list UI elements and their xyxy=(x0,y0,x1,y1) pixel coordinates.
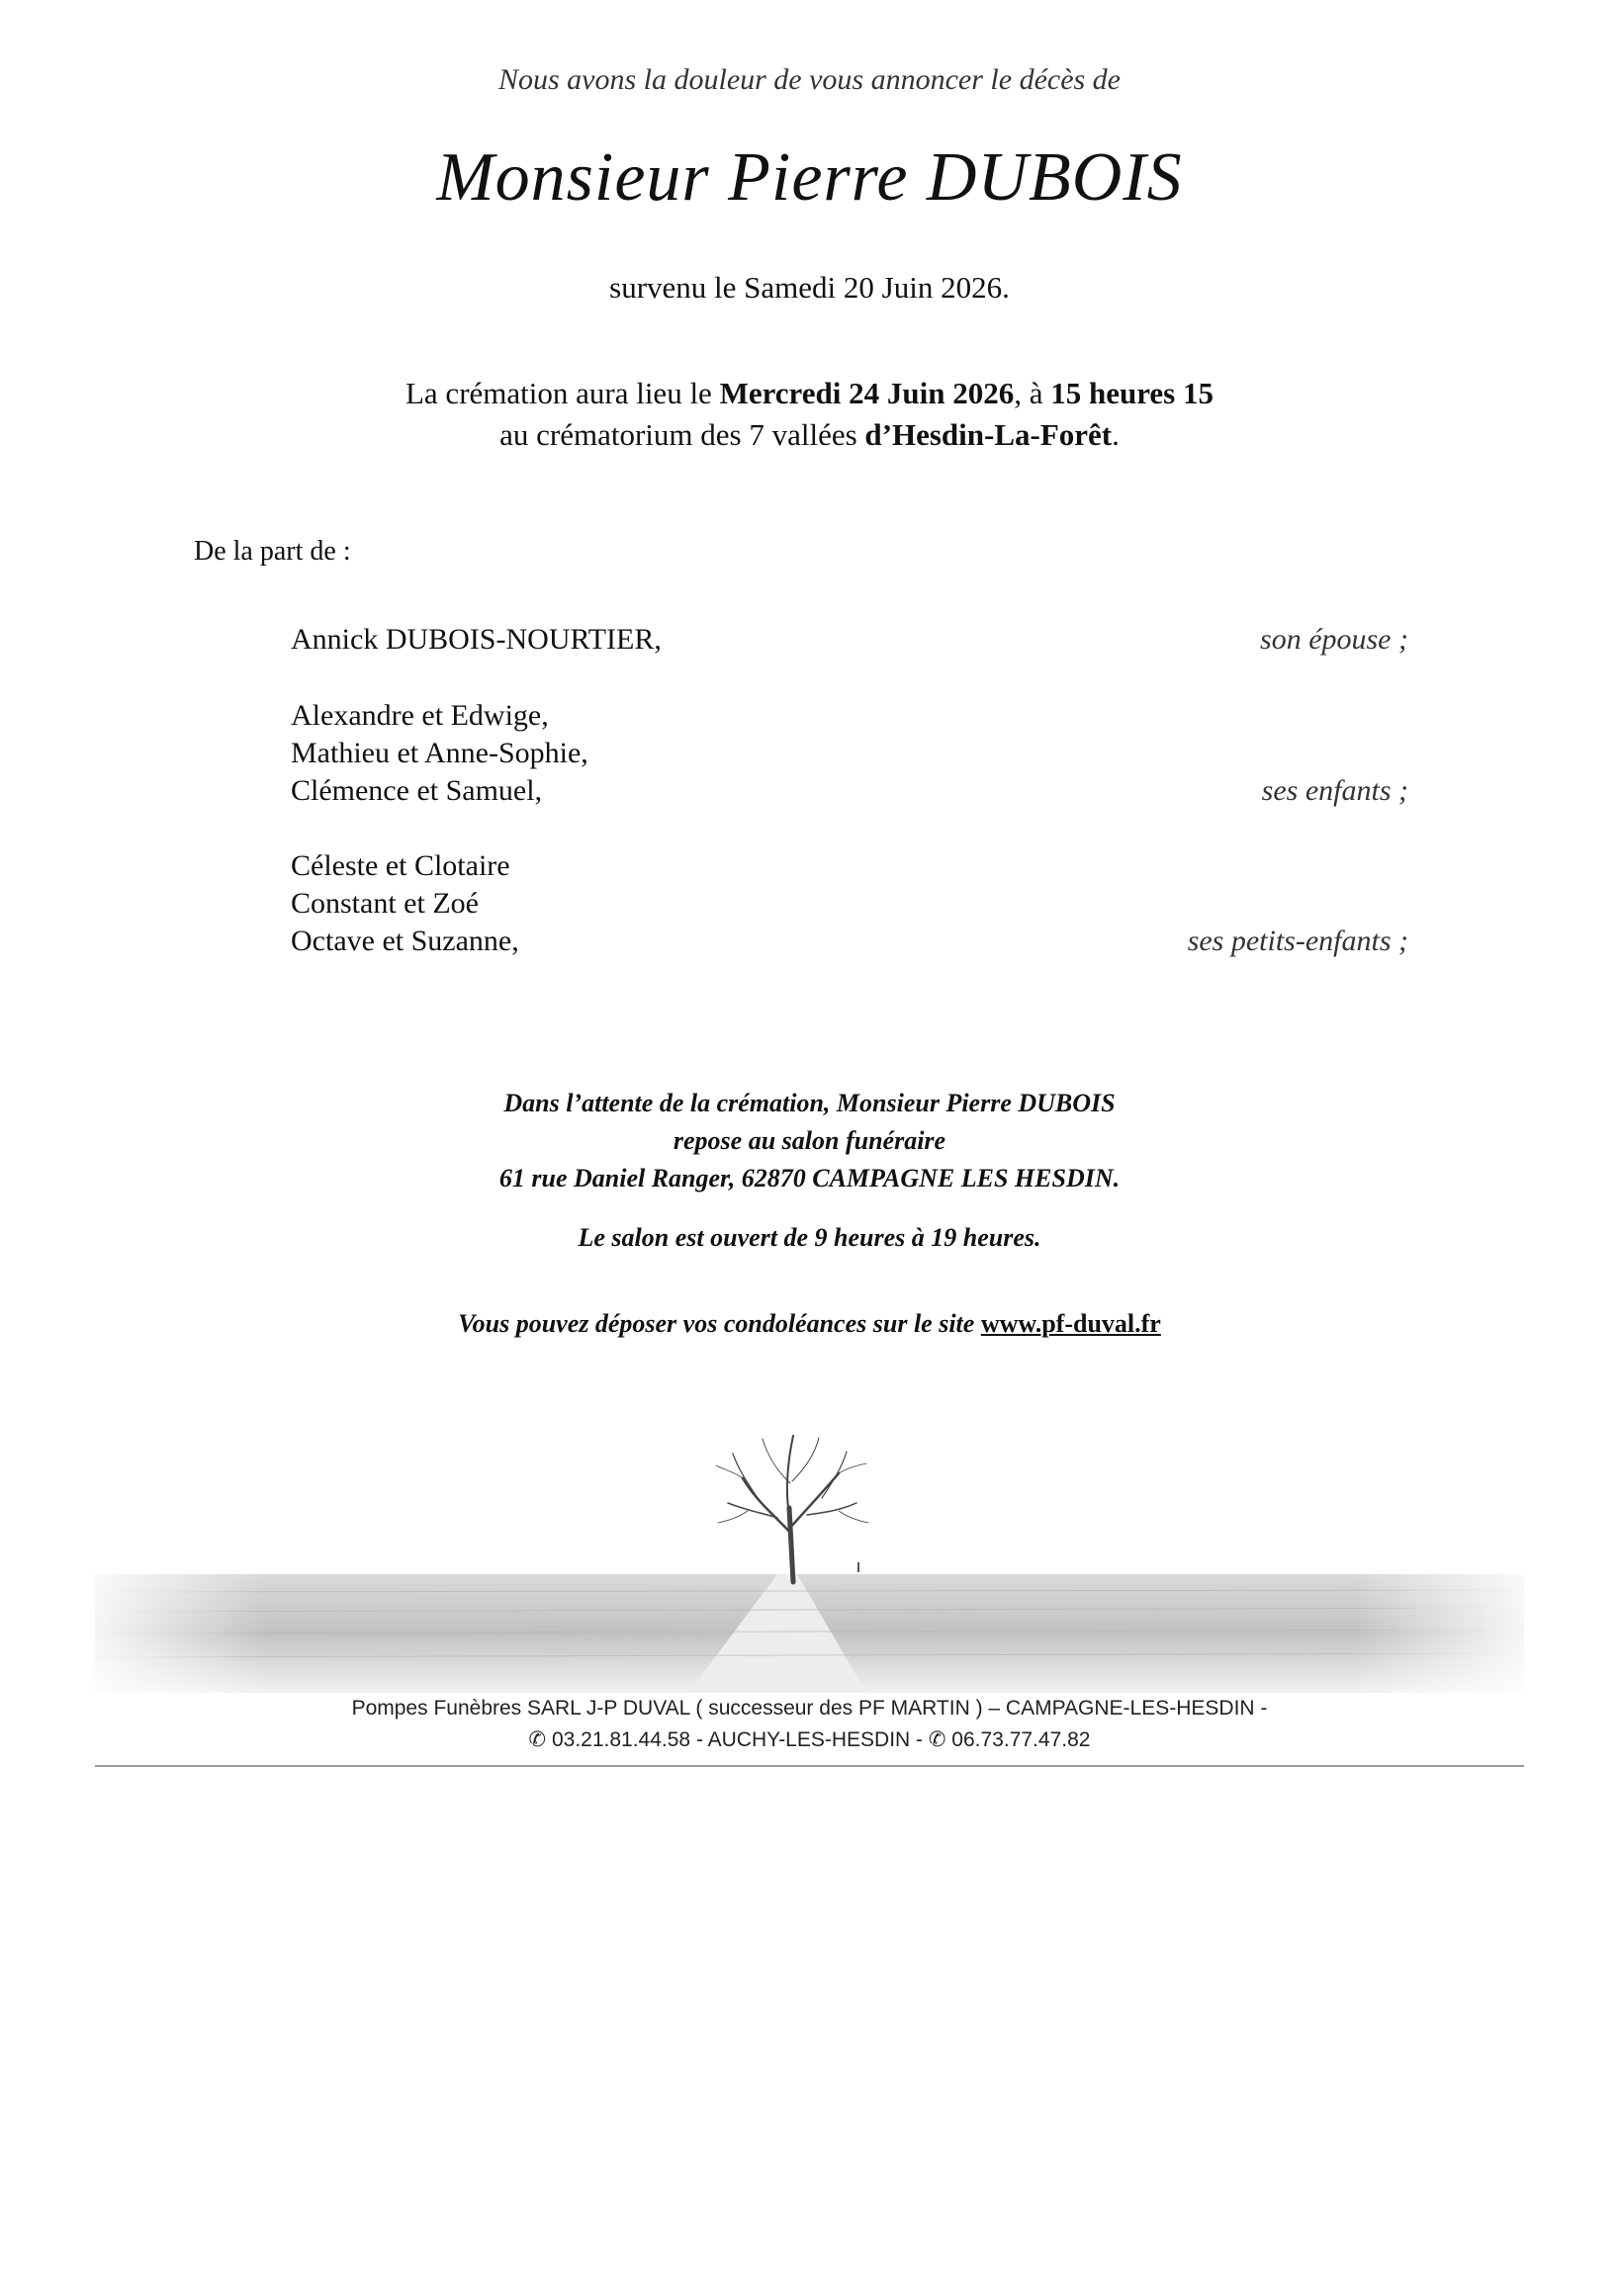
salon-line: 61 rue Daniel Ranger, 62870 CAMPAGNE LES HESDIN. xyxy=(498,1164,1121,1192)
from-label: De la part de : xyxy=(194,536,351,567)
footer-line-2: ✆ 03.21.81.44.58 - AUCHY-LES-HESDIN - ✆ 06.73.77.47.82 xyxy=(528,1728,1091,1751)
family-name: Céleste et Clotaire xyxy=(291,849,510,882)
salon-line: repose au salon funéraire xyxy=(673,1126,946,1155)
announcement-intro: Nous avons la douleur de vous annoncer le décès de xyxy=(497,63,1122,96)
family-name: Clémence et Samuel, xyxy=(291,774,543,807)
family-group-spouse xyxy=(291,621,1408,659)
family-relation: son épouse ; xyxy=(1260,623,1408,656)
family-name: Annick DUBOIS-NOURTIER, xyxy=(291,623,662,656)
family-group-children xyxy=(291,697,1408,810)
funeral-home-info xyxy=(0,1085,1619,1197)
death-date: survenu le Samedi 20 Juin 2026. xyxy=(609,270,1010,305)
opening-hours: Le salon est ouvert de 9 heures à 19 heures. xyxy=(578,1223,1041,1252)
family-name: Alexandre et Edwige, xyxy=(291,699,549,732)
cremation-line-2: au crématorium des 7 vallées d’Hesdin-La-Forêt. xyxy=(499,417,1120,452)
tree-landscape-image xyxy=(95,1424,1524,1711)
condolences-website-link[interactable]: www.pf-duval.fr xyxy=(980,1309,1161,1338)
cremation-info xyxy=(0,373,1619,456)
salon-line: Dans l’attente de la crémation, Monsieur Pierre DUBOIS xyxy=(503,1089,1116,1117)
family-name: Mathieu et Anne-Sophie, xyxy=(291,737,588,769)
family-relation: ses petits-enfants ; xyxy=(1187,925,1408,957)
family-group-grandchildren xyxy=(291,847,1408,960)
funeral-home-footer xyxy=(0,1693,1619,1756)
family-relation: ses enfants ; xyxy=(1261,774,1408,807)
family-name: Constant et Zoé xyxy=(291,887,479,920)
deceased-name: Monsieur Pierre DUBOIS xyxy=(436,139,1183,216)
condolences-line: Vous pouvez déposer vos condoléances sur le site www.pf-duval.fr xyxy=(458,1309,1161,1338)
family-name: Octave et Suzanne, xyxy=(291,925,519,957)
footer-divider xyxy=(95,1765,1524,1767)
footer-line-1: Pompes Funèbres SARL J-P DUVAL ( successeur des PF MARTIN ) – CAMPAGNE-LES-HESDIN - xyxy=(351,1697,1268,1720)
cremation-line-1: La crémation aura lieu le Mercredi 24 Juin 2026, à 15 heures 15 xyxy=(405,376,1214,410)
tree-icon xyxy=(716,1436,868,1582)
